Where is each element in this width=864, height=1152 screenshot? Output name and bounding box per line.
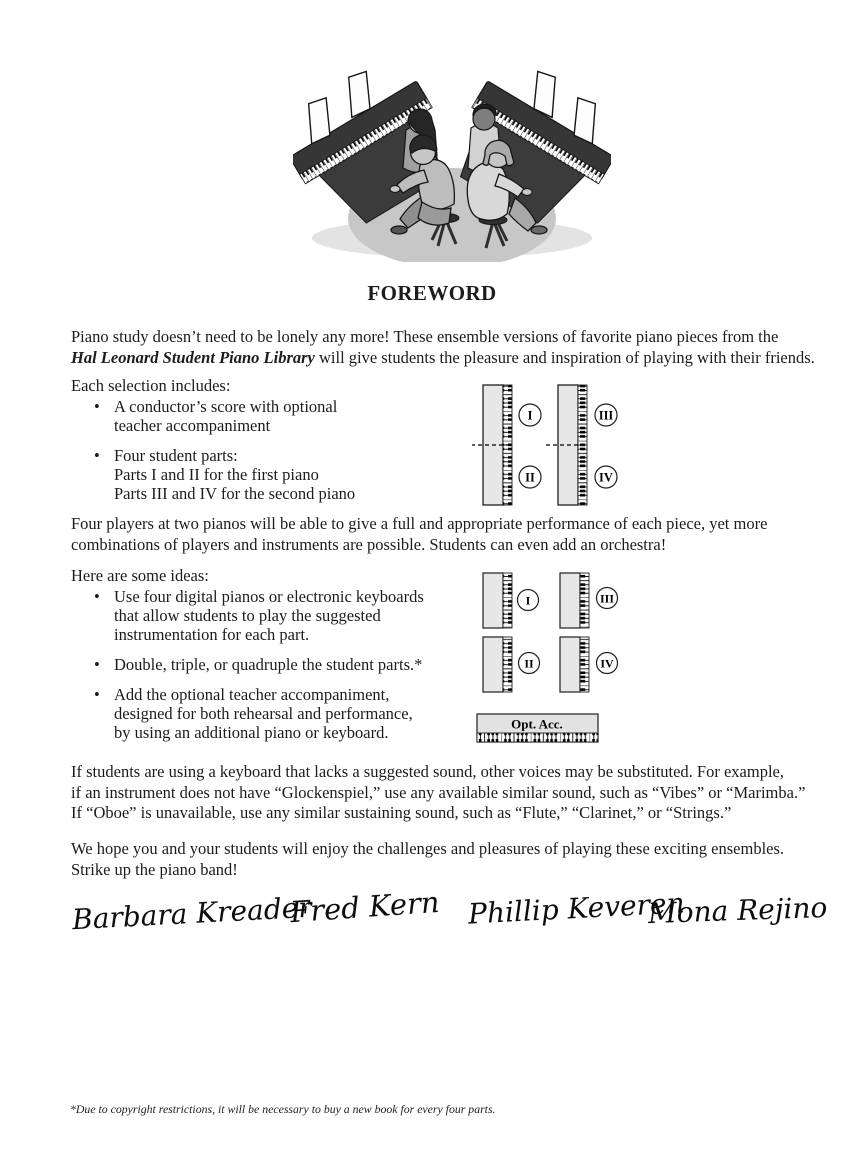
- vertical-piano-keyboard-icon: [546, 385, 587, 505]
- ideas-section: [71, 566, 424, 753]
- bullet-line: by using an additional piano or keyboard.: [114, 723, 389, 742]
- list-item: [71, 655, 424, 674]
- bullet-line: instrumentation for each part.: [114, 625, 310, 644]
- series-title: Hal Leonard Student Piano Library: [71, 347, 315, 367]
- vertical-piano-keyboard-icon: [560, 637, 589, 692]
- bullet-line: Add the optional teacher accompaniment,: [114, 685, 390, 704]
- vertical-piano-keyboard-icon: [483, 573, 512, 628]
- list-item: [71, 397, 355, 435]
- bullet-line: Double, triple, or quadruple the student parts.*: [114, 655, 423, 674]
- four-players-paragraph: [71, 514, 767, 555]
- part-label: III: [598, 408, 614, 423]
- substitute-sounds-paragraph: [71, 762, 805, 824]
- four-keyboards-parts-diagram: [472, 568, 622, 748]
- closing-paragraph: [71, 839, 784, 880]
- intro-paragraph: [71, 327, 815, 368]
- copyright-footnote: *Due to copyright restrictions, it will be necessary to buy a new book for every four parts.: [70, 1102, 496, 1116]
- intro-line1: Piano study doesn’t need to be lonely any more! These ensemble versions of favorite piano pieces from the: [71, 327, 779, 346]
- vertical-piano-keyboard-icon: [560, 573, 589, 628]
- four-students-at-two-digital-pianos-illustration: [293, 70, 611, 262]
- paragraph-line: If students are using a keyboard that lacks a suggested sound, other voices may be substituted. For example,: [71, 762, 784, 781]
- vertical-piano-keyboard-icon: [472, 385, 512, 505]
- page-title: FOREWORD: [367, 281, 497, 305]
- paragraph-line: Strike up the piano band!: [71, 859, 238, 879]
- part-label: IV: [599, 470, 613, 485]
- signature-phillip-keveren: Phillip Keveren: [467, 886, 686, 931]
- bullet-line: Parts I and II for the first piano: [114, 465, 319, 484]
- selection-heading: Each selection includes:: [71, 376, 231, 395]
- paragraph-line: if an instrument does not have “Glockenspiel,” use any available similar sound, such as “Vibes” or “Marimba.”: [71, 782, 806, 802]
- signature-mona-rejino: Mona Rejino: [647, 890, 828, 931]
- list-item: [71, 685, 424, 742]
- bullet-line: Four student parts:: [114, 446, 238, 465]
- paragraph-line: Four players at two pianos will be able to give a full and appropriate performance of each piece, yet more: [71, 514, 768, 533]
- paragraph-line: combinations of players and instruments are possible. Students can even add an orchestra!: [71, 534, 667, 554]
- part-label: II: [525, 470, 535, 485]
- bullet-line: Parts III and IV for the second piano: [114, 484, 356, 503]
- intro-line2: will give students the pleasure and inspiration of playing with their friends.: [314, 347, 815, 367]
- part-label: III: [599, 591, 615, 606]
- bullet-line: Use four digital pianos or electronic keyboards: [114, 587, 424, 606]
- part-label: II: [524, 656, 534, 671]
- optional-accompaniment-keyboard-icon: [477, 714, 598, 742]
- ideas-heading: Here are some ideas:: [71, 566, 209, 585]
- bullet-line: designed for both rehearsal and performance,: [114, 704, 413, 723]
- list-item: [71, 587, 424, 644]
- part-label: IV: [600, 656, 614, 671]
- paragraph-line: If “Oboe” is unavailable, use any similar sustaining sound, such as “Flute,” “Clarinet,” or “Strings.”: [71, 803, 732, 822]
- two-pianos-parts-diagram: [472, 382, 622, 510]
- bullet-line: teacher accompaniment: [114, 416, 271, 435]
- signature-fred-kern: Fred Kern: [288, 884, 441, 930]
- opt-acc-label: Opt. Acc.: [511, 716, 563, 732]
- vertical-piano-keyboard-icon: [483, 637, 512, 692]
- part-label: I: [525, 593, 531, 608]
- signature-barbara-kreader: Barbara Kreader: [71, 890, 313, 937]
- part-label: I: [527, 408, 533, 423]
- bullet-line: A conductor’s score with optional: [114, 397, 338, 416]
- each-selection-section: [71, 376, 355, 514]
- paragraph-line: We hope you and your students will enjoy the challenges and pleasures of playing these exciting ensembles.: [71, 839, 785, 858]
- bullet-line: that allow students to play the suggested: [114, 606, 381, 625]
- list-item: [71, 446, 355, 503]
